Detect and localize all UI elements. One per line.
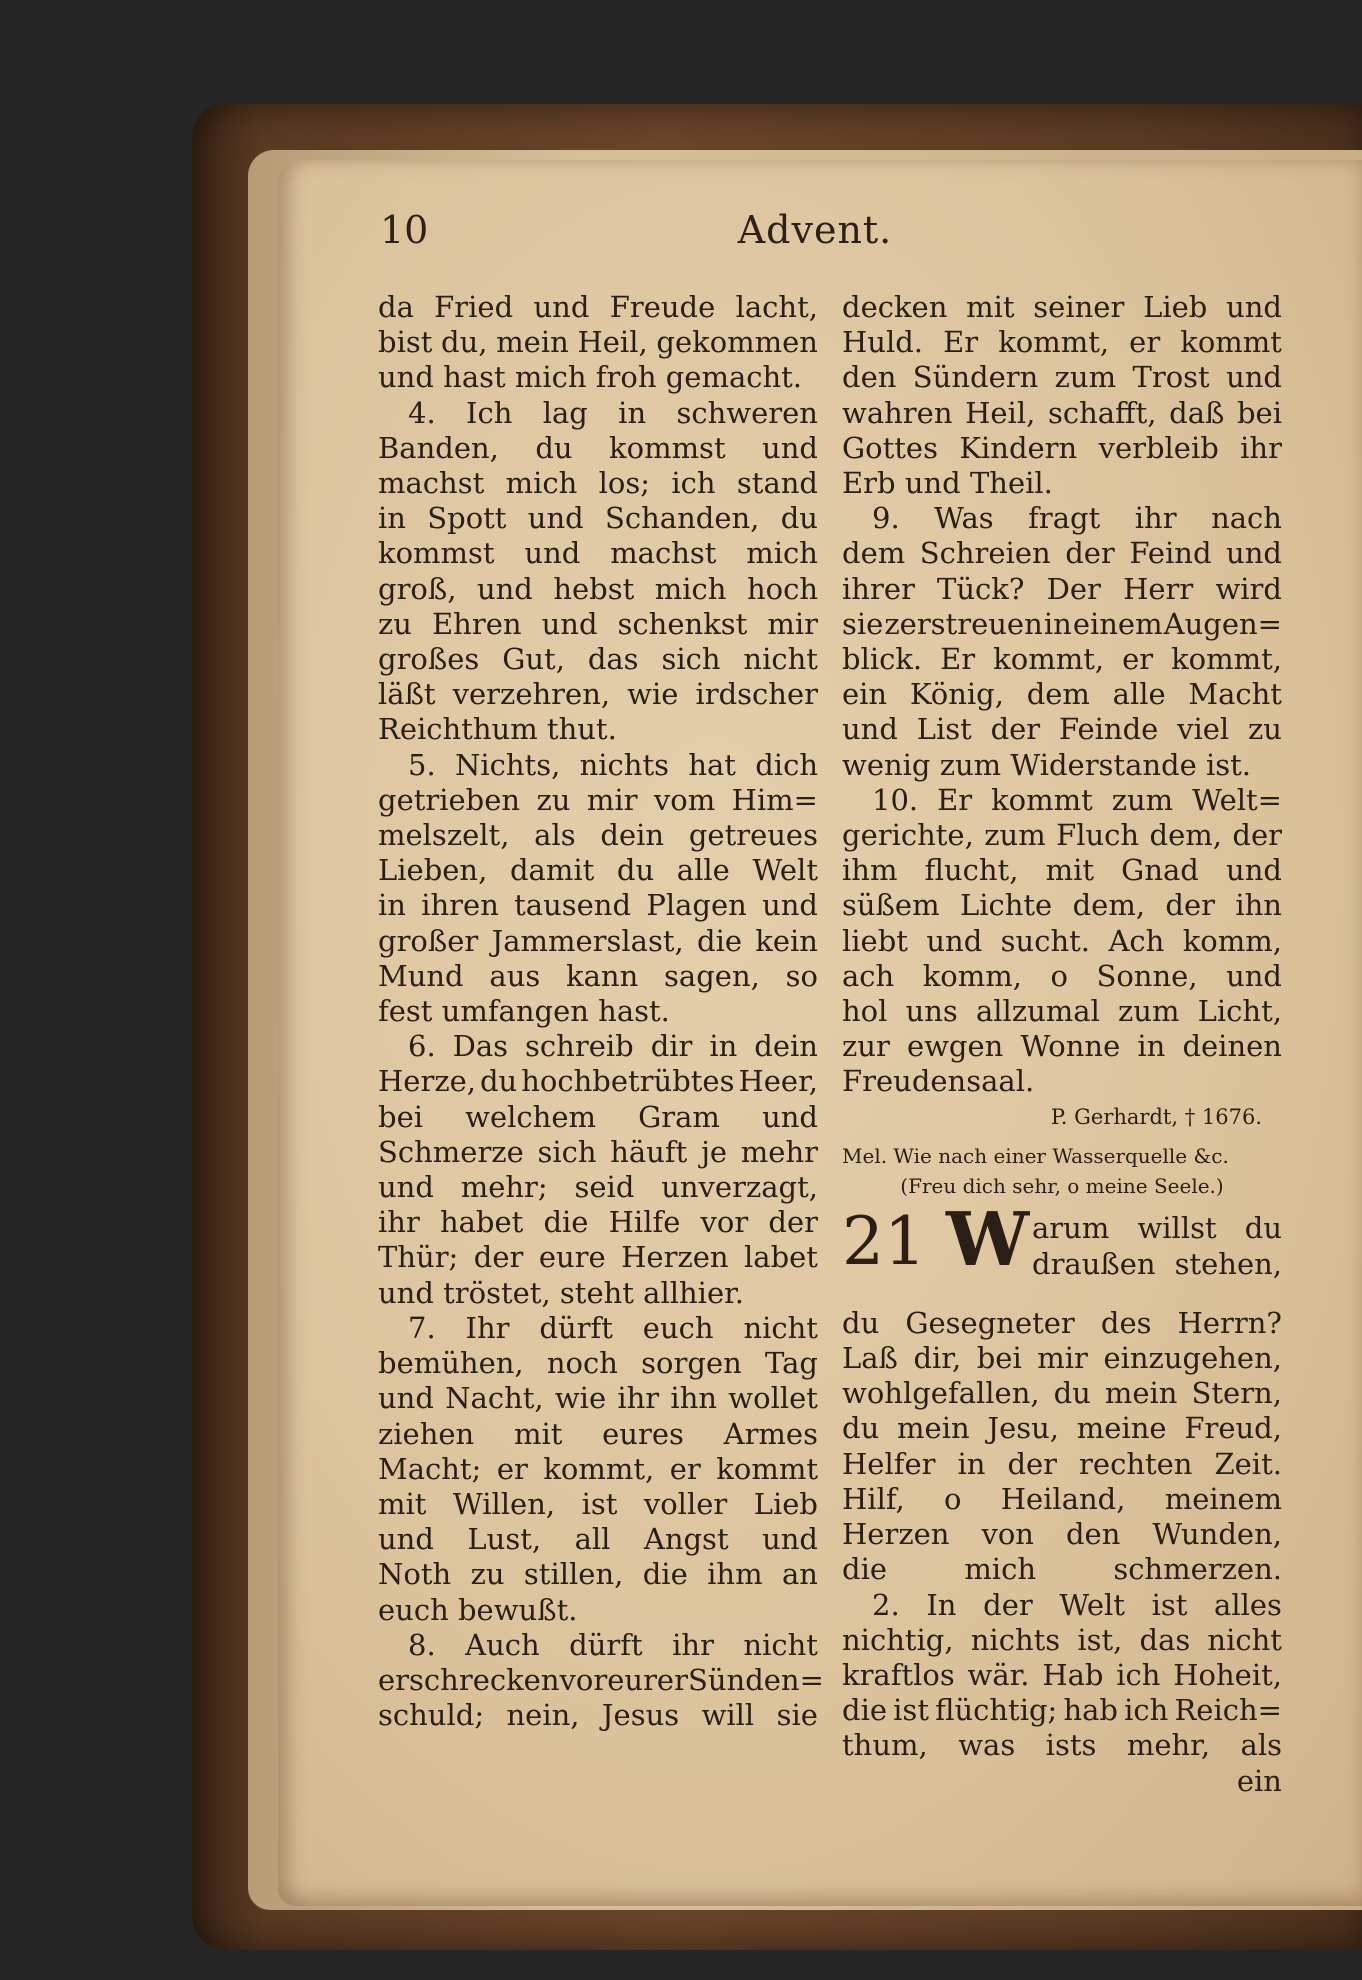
text-line: wenig zum Widerstande ist. xyxy=(842,747,1252,782)
text-line: sie zerstreuen in einem Augen= xyxy=(842,606,1282,641)
attribution: P. Gerhardt, † 1676. xyxy=(1050,1104,1262,1129)
text-line: bei welchem Gram und xyxy=(378,1099,818,1134)
text-line: und Nacht, wie ihr ihn wollet xyxy=(378,1381,818,1416)
text-line: mit Willen, ist voller Lieb xyxy=(378,1486,818,1521)
text-line: da Fried und Freude lacht, xyxy=(378,290,818,324)
text-line: zur ewgen Wonne in deinen xyxy=(842,1029,1282,1064)
text-line: ihrer Tück? Der Herr wird xyxy=(842,571,1282,606)
text-line: 7. Ihr dürft euch nicht xyxy=(408,1310,818,1345)
text-line: 9. Was fragt ihr nach xyxy=(872,501,1282,536)
text-line: schuld; nein, Jesus will sie xyxy=(378,1698,818,1733)
text-line: 10. Er kommt zum Welt= xyxy=(872,782,1282,817)
text-line: Schmerze sich häuft je mehr xyxy=(378,1134,818,1169)
text-line: großer Jammerslast, die kein xyxy=(378,923,818,958)
hymn-number: 21 xyxy=(842,1202,926,1280)
melody-line-2: (Freu dich sehr, o meine Seele.) xyxy=(900,1173,1224,1198)
text-line: Freudensaal. xyxy=(842,1064,1035,1099)
text-line: ein xyxy=(1236,1763,1282,1798)
text-line: Lieben, damit du alle Welt xyxy=(378,853,818,888)
text-line: Herzen von den Wunden, xyxy=(842,1517,1282,1552)
text-line: thum, was ists mehr, als xyxy=(842,1728,1282,1763)
hymn-second-line: draußen stehen, xyxy=(1032,1246,1282,1281)
hymn-first-line: arum willst du xyxy=(1032,1210,1282,1245)
text-line: Reichthum thut. xyxy=(378,712,617,747)
text-line: liebt und sucht. Ach komm, xyxy=(842,923,1282,958)
text-line: 2. In der Welt ist alles xyxy=(872,1587,1282,1622)
text-line: nichtig, nichts ist, das nicht xyxy=(842,1622,1282,1657)
text-line: bemühen, noch sorgen Tag xyxy=(378,1346,818,1381)
text-line: die ist flüchtig; hab ich Reich= xyxy=(842,1693,1282,1728)
text-line: ihr habet die Hilfe vor der xyxy=(378,1205,818,1240)
text-line: wahren Heil, schafft, daß bei xyxy=(842,395,1282,430)
drop-initial: W xyxy=(946,1196,1030,1283)
melody-line-1: Mel. Wie nach einer Wasserquelle &c. xyxy=(842,1143,1229,1168)
text-line: Laß dir, bei mir einzugehen, xyxy=(842,1341,1282,1376)
text-line: den Sündern zum Trost und xyxy=(842,360,1282,395)
text-line: kommst und machst mich xyxy=(378,536,818,571)
text-line: Herze, du hochbetrübtes Heer, xyxy=(378,1064,818,1099)
right-column-bottom xyxy=(842,1306,1282,1799)
text-line: getrieben zu mir vom Him= xyxy=(378,782,818,817)
text-line: 8. Auch dürft ihr nicht xyxy=(408,1627,818,1662)
text-line: Banden, du kommst und xyxy=(378,430,818,465)
page-number: 10 xyxy=(380,208,429,252)
text-line: in Spott und Schanden, du xyxy=(378,501,818,536)
text-line: ziehen mit eures Armes xyxy=(378,1416,818,1451)
text-line: Thür; der eure Herzen labet xyxy=(378,1240,818,1275)
text-line: Gottes Kindern verbleib ihr xyxy=(842,430,1282,465)
text-line: melszelt, als dein getreues xyxy=(378,818,818,853)
text-line: Mund aus kann sagen, so xyxy=(378,958,818,993)
text-line: du Gesegneter des Herrn? xyxy=(842,1305,1282,1340)
text-line: dem Schreien der Feind und xyxy=(842,536,1282,571)
text-line: blick. Er kommt, er kommt, xyxy=(842,642,1282,677)
right-column-top xyxy=(842,290,1282,1100)
text-line: Helfer in der rechten Zeit. xyxy=(842,1446,1282,1481)
text-line: die mich schmerzen. xyxy=(842,1552,1282,1587)
text-line: und mehr; seid unverzagt, xyxy=(378,1170,818,1205)
text-line: Noth zu stillen, die ihm an xyxy=(378,1557,818,1592)
text-line: 5. Nichts, nichts hat dich xyxy=(408,747,818,782)
page-header xyxy=(380,208,1250,268)
text-line: ihm flucht, mit Gnad und xyxy=(842,853,1282,888)
text-line: Hilf, o Heiland, meinem xyxy=(842,1481,1282,1516)
text-line: du mein Jesu, meine Freud, xyxy=(842,1411,1282,1446)
text-line: Huld. Er kommt, er kommt xyxy=(842,325,1282,360)
text-line: kraftlos wär. Hab ich Hoheit, xyxy=(842,1657,1282,1692)
text-line: und List der Feinde viel zu xyxy=(842,712,1282,747)
text-line: erschrecken vor eurer Sünden= xyxy=(378,1662,824,1697)
text-line: 4. Ich lag in schweren xyxy=(408,395,818,430)
text-line: Erb und Theil. xyxy=(842,466,1053,501)
text-line: decken mit seiner Lieb und xyxy=(842,290,1282,324)
right-column xyxy=(842,290,1282,1799)
running-title: Advent. xyxy=(737,208,893,252)
text-line: zu Ehren und schenkst mir xyxy=(378,606,818,641)
text-line: 6. Das schreib dir in dein xyxy=(408,1029,818,1064)
text-line: großes Gut, das sich nicht xyxy=(378,642,818,677)
text-line: Macht; er kommt, er kommt xyxy=(378,1451,818,1486)
text-line: gerichte, zum Fluch dem, der xyxy=(842,818,1282,853)
text-line: euch bewußt. xyxy=(378,1592,578,1627)
text-line: wohlgefallen, du mein Stern, xyxy=(842,1376,1282,1411)
text-line: machst mich los; ich stand xyxy=(378,466,818,501)
text-line: in ihren tausend Plagen und xyxy=(378,888,818,923)
text-line: fest umfangen hast. xyxy=(378,994,670,1029)
text-line: hol uns allzumal zum Licht, xyxy=(842,994,1282,1029)
text-line: und hast mich froh gemacht. xyxy=(378,360,803,395)
text-line: groß, und hebst mich hoch xyxy=(378,571,818,606)
text-line: und Lust, all Angst und xyxy=(378,1522,818,1557)
hymn-start xyxy=(842,1196,1282,1306)
text-line: und tröstet, steht allhier. xyxy=(378,1275,744,1310)
left-column xyxy=(378,290,824,1733)
text-line: süßem Lichte dem, der ihn xyxy=(842,888,1282,923)
text-line: ein König, dem alle Macht xyxy=(842,677,1282,712)
text-line: bist du, mein Heil, gekommen xyxy=(378,325,818,360)
text-line: läßt verzehren, wie irdscher xyxy=(378,677,818,712)
text-line: ach komm, o Sonne, und xyxy=(842,958,1282,993)
